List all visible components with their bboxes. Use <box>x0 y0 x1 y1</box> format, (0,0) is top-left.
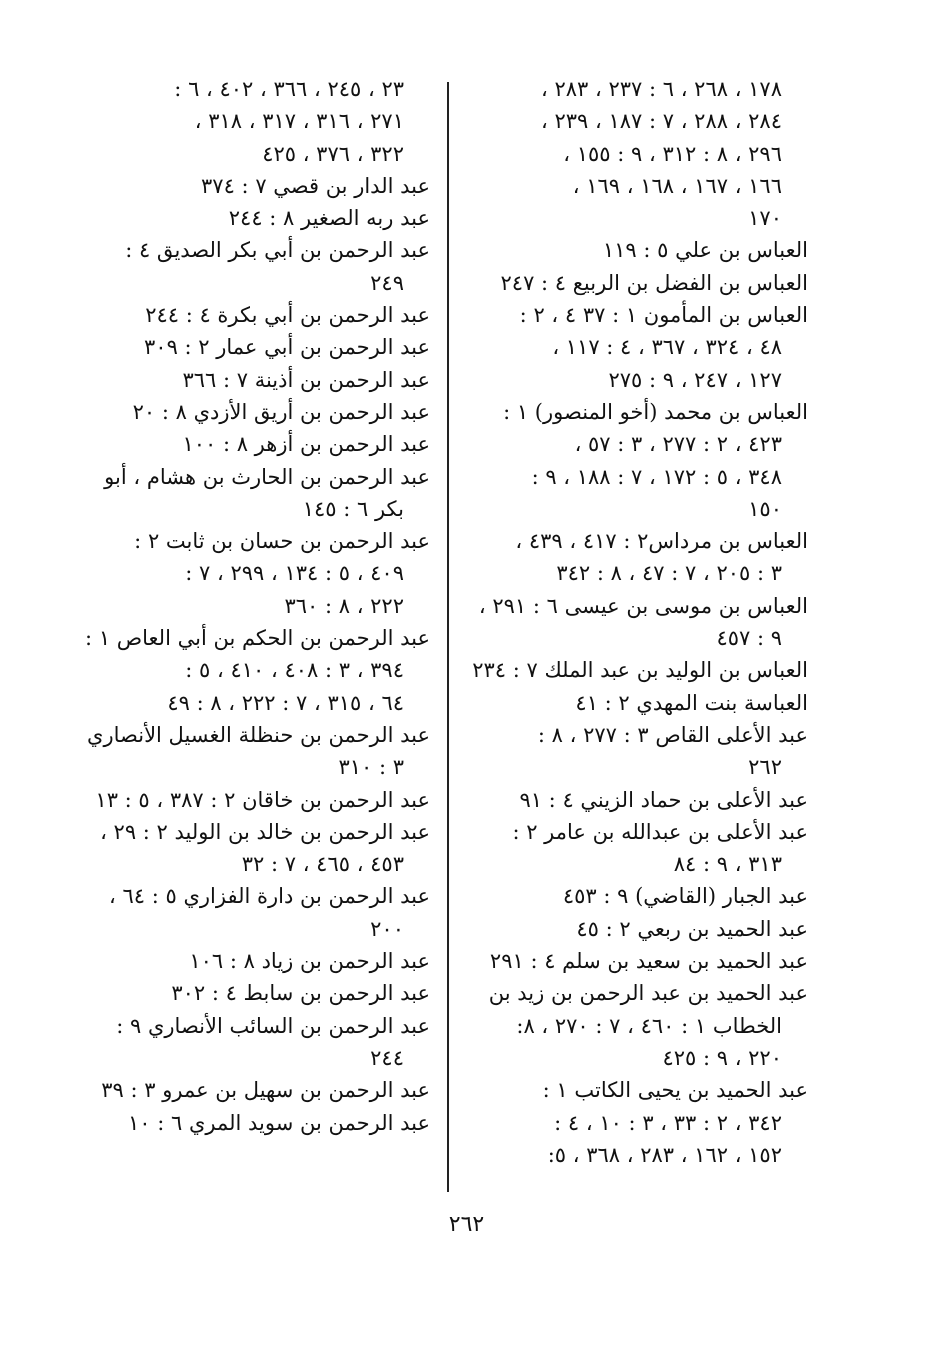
index-entry: عبد الرحمن بن أبي بكرة ٤ : ٢٤٤ <box>145 303 430 328</box>
index-entry: عبد الرحمن بن أزهر ٨ : ١٠٠ <box>182 432 430 457</box>
index-entry: عبد الرحمن بن سهيل بن عمرو ٣ : ٣٩ <box>101 1078 430 1103</box>
index-entry: عبد الرحمن بن أبي عمار ٢ : ٣٠٩ <box>144 335 430 360</box>
index-entry-continuation: ١٥٠ <box>748 496 782 521</box>
index-column-left <box>85 73 430 1139</box>
index-entry: عبد الرحمن بن أبي بكر الصديق ٤ : <box>125 238 430 263</box>
index-entry-continuation: ٣٤٨ ، ٥ : ١٧٢ ، ٧ : ١٨٨ ، ٩ : <box>531 464 782 489</box>
index-entry: عبد الجبار (القاضي) ٩ : ٤٥٣ <box>562 884 808 909</box>
index-entry-continuation: ١٥٢ ، ١٦٢ ، ٢٨٣ ، ٣٦٨ ، ٥: <box>547 1142 782 1167</box>
index-entry: العباس بن موسى بن عيسى ٦ : ٢٩١ ، <box>478 593 808 618</box>
index-entry-continuation: ١٦٦ ، ١٦٧ ، ١٦٨ ، ١٦٩ ، <box>572 173 782 198</box>
column-divider <box>447 82 449 1192</box>
index-entry-continuation: ٢٣ ، ٢٤٥ ، ٣٦٦ ، ٤٠٢ ، ٦ : <box>174 77 404 101</box>
index-entry: العباس بن علي ٥ : ١١٩ <box>602 238 808 263</box>
index-entry: عبد الأعلى بن عبدالله بن عامر ٢ : <box>512 819 808 844</box>
index-entry-continuation: ٤٥٣ ، ٤٦٥ ، ٧ : ٣٢ <box>241 852 404 877</box>
index-column-right <box>468 73 808 1171</box>
index-entry: عبد الأعلى بن حماد الزيني ٤ : ٩١ <box>519 787 808 812</box>
index-entry: عبد الرحمن بن سابط ٤ : ٣٠٢ <box>171 981 430 1006</box>
page-number: ٢٦٢ <box>448 1212 485 1237</box>
index-entry: عبد الرحمن بن دارة الفزاري ٥ : ٦٤ ، <box>109 884 430 909</box>
index-entry-continuation: ٢٠٠ <box>370 916 404 941</box>
index-entry: العباس بن المأمون ١ : ٣٧ ٤ ، ٢ : <box>519 303 808 328</box>
index-entry-continuation: ٣ : ٣١٠ <box>338 755 404 780</box>
index-entry: عبد الرحمن بن السائب الأنصاري ٩ : <box>116 1013 430 1038</box>
index-entry-continuation: ١٧٠ <box>748 206 782 231</box>
index-entry-continuation: ٢٢٠ ، ٩ : ٤٢٥ <box>662 1045 782 1070</box>
index-entry-continuation: ٢٧١ ، ٣١٦ ، ٣١٧ ، ٣١٨ ، <box>194 109 404 134</box>
index-entry-continuation: ٣١٣ ، ٩ : ٨٤ <box>673 852 782 877</box>
index-entry: عبد الحميد بن سعيد بن سلم ٤ : ٢٩١ <box>489 949 808 974</box>
index-entry: عبد الرحمن بن الحكم بن أبي العاص ١ : <box>85 626 430 651</box>
index-entry: عبد الأعلى القاص ٣ : ٢٧٧ ، ٨ : <box>537 722 808 747</box>
index-entry: عبد ربه الصغير ٨ : ٢٤٤ <box>228 206 430 231</box>
index-entry: عبد الدار بن قصي ٧ : ٣٧٤ <box>201 173 430 198</box>
index-entry: العباس بن مرداس٢ : ٤١٧ ، ٤٣٩ ، <box>515 529 808 554</box>
index-entry-continuation: ٣٢٢ ، ٣٧٦ ، ٤٢٥ <box>262 141 404 166</box>
index-entry: عبد الرحمن بن حسان بن ثابت ٢ : <box>134 529 430 554</box>
index-entry: العباس بن محمد (أخو المنصور) ١ : <box>503 399 808 424</box>
index-entry: عبد الرحمن بن خاقان ٢ : ٣٨٧ ، ٥ : ١٣ <box>95 787 430 812</box>
index-entry-continuation: ٦٤ ، ٣١٥ ، ٧ : ٢٢٢ ، ٨ : ٤٩ <box>167 690 404 715</box>
index-entry-continuation: ٣ : ٢٠٥ ، ٧ : ٤٧ ، ٨ : ٣٤٢ <box>556 561 782 586</box>
index-entry-continuation: بكر ٦ : ١٤٥ <box>302 496 404 521</box>
index-entry: عبد الحميد بن عبد الرحمن بن زيد بن <box>488 981 808 1006</box>
index-entry-continuation: ٩ : ٤٥٧ <box>716 626 782 651</box>
index-entry-continuation: ٢٢٢ ، ٨ : ٣٦٠ <box>284 593 404 618</box>
index-entry: عبد الرحمن بن الحارث بن هشام ، أبو <box>104 464 430 489</box>
index-entry: عبد الرحمن بن سويد المري ٦ : ١٠ <box>127 1110 430 1135</box>
index-entry: عبد الرحمن بن أذينة ٧ : ٣٦٦ <box>182 367 430 392</box>
index-entry: عبد الرحمن بن أريق الأزدي ٨ : ٢٠ <box>132 399 430 424</box>
index-entry-continuation: ٢٤٩ <box>370 270 404 295</box>
index-entry-continuation: ١٧٨ ، ٢٦٨ ، ٦ : ٢٣٧ ، ٢٨٣ ، <box>541 77 782 101</box>
index-entry: العباسة بنت المهدي ٢ : ٤١ <box>575 690 808 715</box>
index-entry: عبد الحميد بن يحيى الكاتب ١ : <box>542 1078 808 1103</box>
index-entry-continuation: ٤٢٣ ، ٢ : ٢٧٧ ، ٣ : ٥٧ ، <box>574 432 782 457</box>
index-entry-continuation: ٢٩٦ ، ٨ : ٣١٢ ، ٩ : ١٥٥ ، <box>563 141 782 166</box>
index-entry-continuation: ٣٩٤ ، ٣ : ٤٠٨ ، ٤١٠ ، ٥ : <box>185 658 404 683</box>
index-entry: العباس بن الوليد بن عبد الملك ٧ : ٢٣٤ <box>472 658 808 683</box>
index-entry-continuation: ٤٨ ، ٣٢٤ ، ٣٦٧ ، ٤ : ١١٧ ، <box>552 335 782 360</box>
index-entry: العباس بن الفضل بن الربيع ٤ : ٢٤٧ <box>500 270 808 295</box>
index-entry-continuation: ٢٤٤ <box>370 1045 404 1070</box>
index-entry: عبد الرحمن بن حنظلة الغسيل الأنصاري <box>87 722 430 747</box>
index-entry: عبد الحميد بن ربعي ٢ : ٤٥ <box>576 916 808 941</box>
index-entry: عبد الرحمن بن زياد ٨ : ١٠٦ <box>189 949 430 974</box>
index-entry-continuation: ٢٨٤ ، ٢٨٨ ، ٧ : ١٨٧ ، ٢٣٩ ، <box>541 109 782 134</box>
index-entry: عبد الرحمن بن خالد بن الوليد ٢ : ٢٩ ، <box>100 819 430 844</box>
index-entry-continuation: الخطاب ١ : ٤٦٠ ، ٧ : ٢٧٠ ، ٨: <box>516 1013 782 1038</box>
index-entry-continuation: ٢٦٢ <box>748 755 782 780</box>
index-entry-continuation: ١٢٧ ، ٢٤٧ ، ٩ : ٢٧٥ <box>608 367 782 392</box>
index-entry-continuation: ٣٤٢ ، ٢ : ٣٣ ، ٣ : ١٠ ، ٤ : <box>554 1110 782 1135</box>
index-entry-continuation: ٤٠٩ ، ٥ : ١٣٤ ، ٢٩٩ ، ٧ : <box>185 561 404 586</box>
